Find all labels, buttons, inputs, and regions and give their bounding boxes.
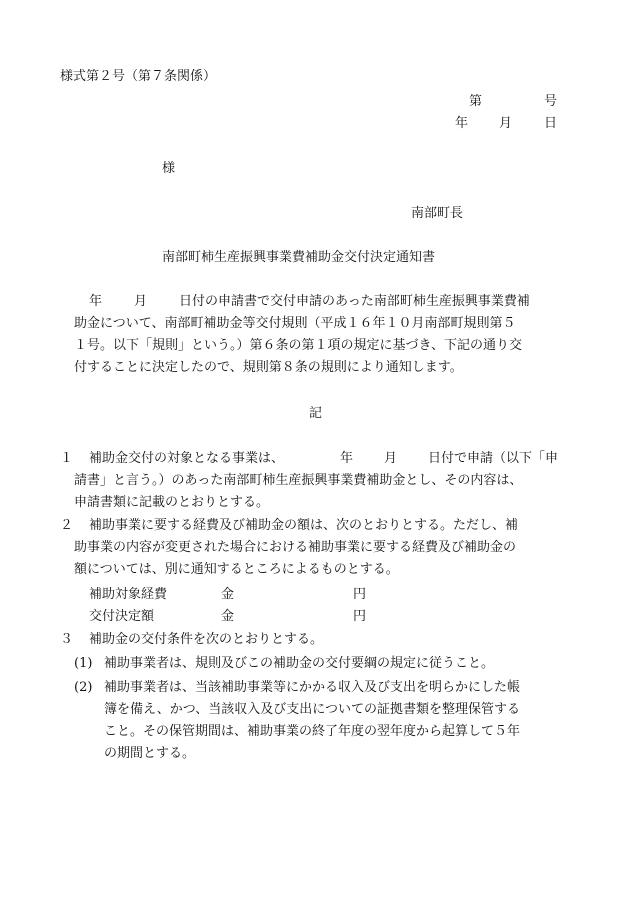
item3-sub1-text: 補助事業者は、規則及びこの補助金の交付要綱の規定に従うこと。: [104, 656, 495, 671]
item1-text-a: 補助金交付の対象となる事業は、: [89, 451, 285, 466]
subsidy-target-expense-label: 補助対象経費: [89, 587, 168, 602]
intro-line-1: 日付の申請書で交付申請のあった南部町柿生産振興事業費補: [179, 294, 530, 309]
grant-decision-amount-prefix: 金: [221, 609, 235, 624]
grant-decision-amount-unit: 円: [353, 609, 367, 624]
item1-month-label: 月: [384, 451, 398, 466]
item1-text-b: 日付で申請（以下「申: [428, 451, 559, 466]
item2-line-2: 助事業の内容が変更された場合における補助事業に要する経費及び補助金の: [74, 540, 517, 555]
intro-line-3: １号。以下「規則」という。）第６条の第１項の規定に基づき、下記の通り交: [74, 338, 522, 353]
item1-line-2: 請書」と言う。）のあった南部町柿生産振興事業費補助金とし、その内容は、: [74, 473, 523, 488]
grant-decision-amount-label: 交付決定額: [89, 609, 155, 624]
document-number-suffix: 号: [544, 94, 558, 109]
item3-sub2-line-2: 簿を備え、かつ、当該収入及び支出についての証拠書類を整理保管する: [104, 702, 521, 717]
subsidy-target-expense-prefix: 金: [221, 587, 235, 602]
document-title: 南部町柿生産振興事業費補助金交付決定通知書: [162, 250, 436, 265]
ki-heading: 記: [309, 406, 323, 421]
intro-line-2: 助金について、南部町補助金等交付規則（平成１６年１０月南部町規則第５: [74, 316, 516, 331]
document-number-prefix: 第: [469, 94, 483, 109]
date-month-label: 月: [499, 116, 513, 131]
subsidy-target-expense-unit: 円: [353, 587, 367, 602]
issuer: 南部町長: [411, 206, 464, 221]
item3-sub2-line-1: 補助事業者は、当該補助事業等にかかる収入及び支出を明らかにした帳: [104, 680, 521, 695]
item2-number: ２: [60, 518, 74, 533]
intro-year-label: 年: [89, 294, 103, 309]
item3-sub2-line-3: こと。その保管期間は、補助事業の終了年度の翌年度から起算して５年: [104, 724, 521, 739]
item2-line-1: 補助事業に要する経費及び補助金の額は、次のとおりとする。ただし、補: [89, 518, 519, 533]
item3-sub2-line-4: の期間とする。: [104, 746, 196, 761]
item2-line-3: 額については、別に通知するところによるものとする。: [74, 562, 399, 577]
item1-number: １: [60, 451, 74, 466]
intro-month-label: 月: [134, 294, 148, 309]
intro-line-4: 付することに決定したので、規則第８条の規則により通知します。: [74, 360, 463, 375]
date-year-label: 年: [455, 116, 469, 131]
form-label: 様式第２号（第７条関係）: [60, 69, 217, 84]
item1-line-3: 申請書類に記載のとおりとする。: [74, 495, 270, 510]
item3-sub2-number: (2): [74, 680, 93, 695]
item3-line-1: 補助金の交付条件を次のとおりとする。: [89, 632, 324, 647]
item1-year-label: 年: [340, 451, 354, 466]
date-day-label: 日: [544, 116, 558, 131]
addressee-suffix: 様: [162, 161, 176, 176]
item3-sub1-number: (1): [74, 656, 93, 671]
item3-number: ３: [60, 632, 74, 647]
